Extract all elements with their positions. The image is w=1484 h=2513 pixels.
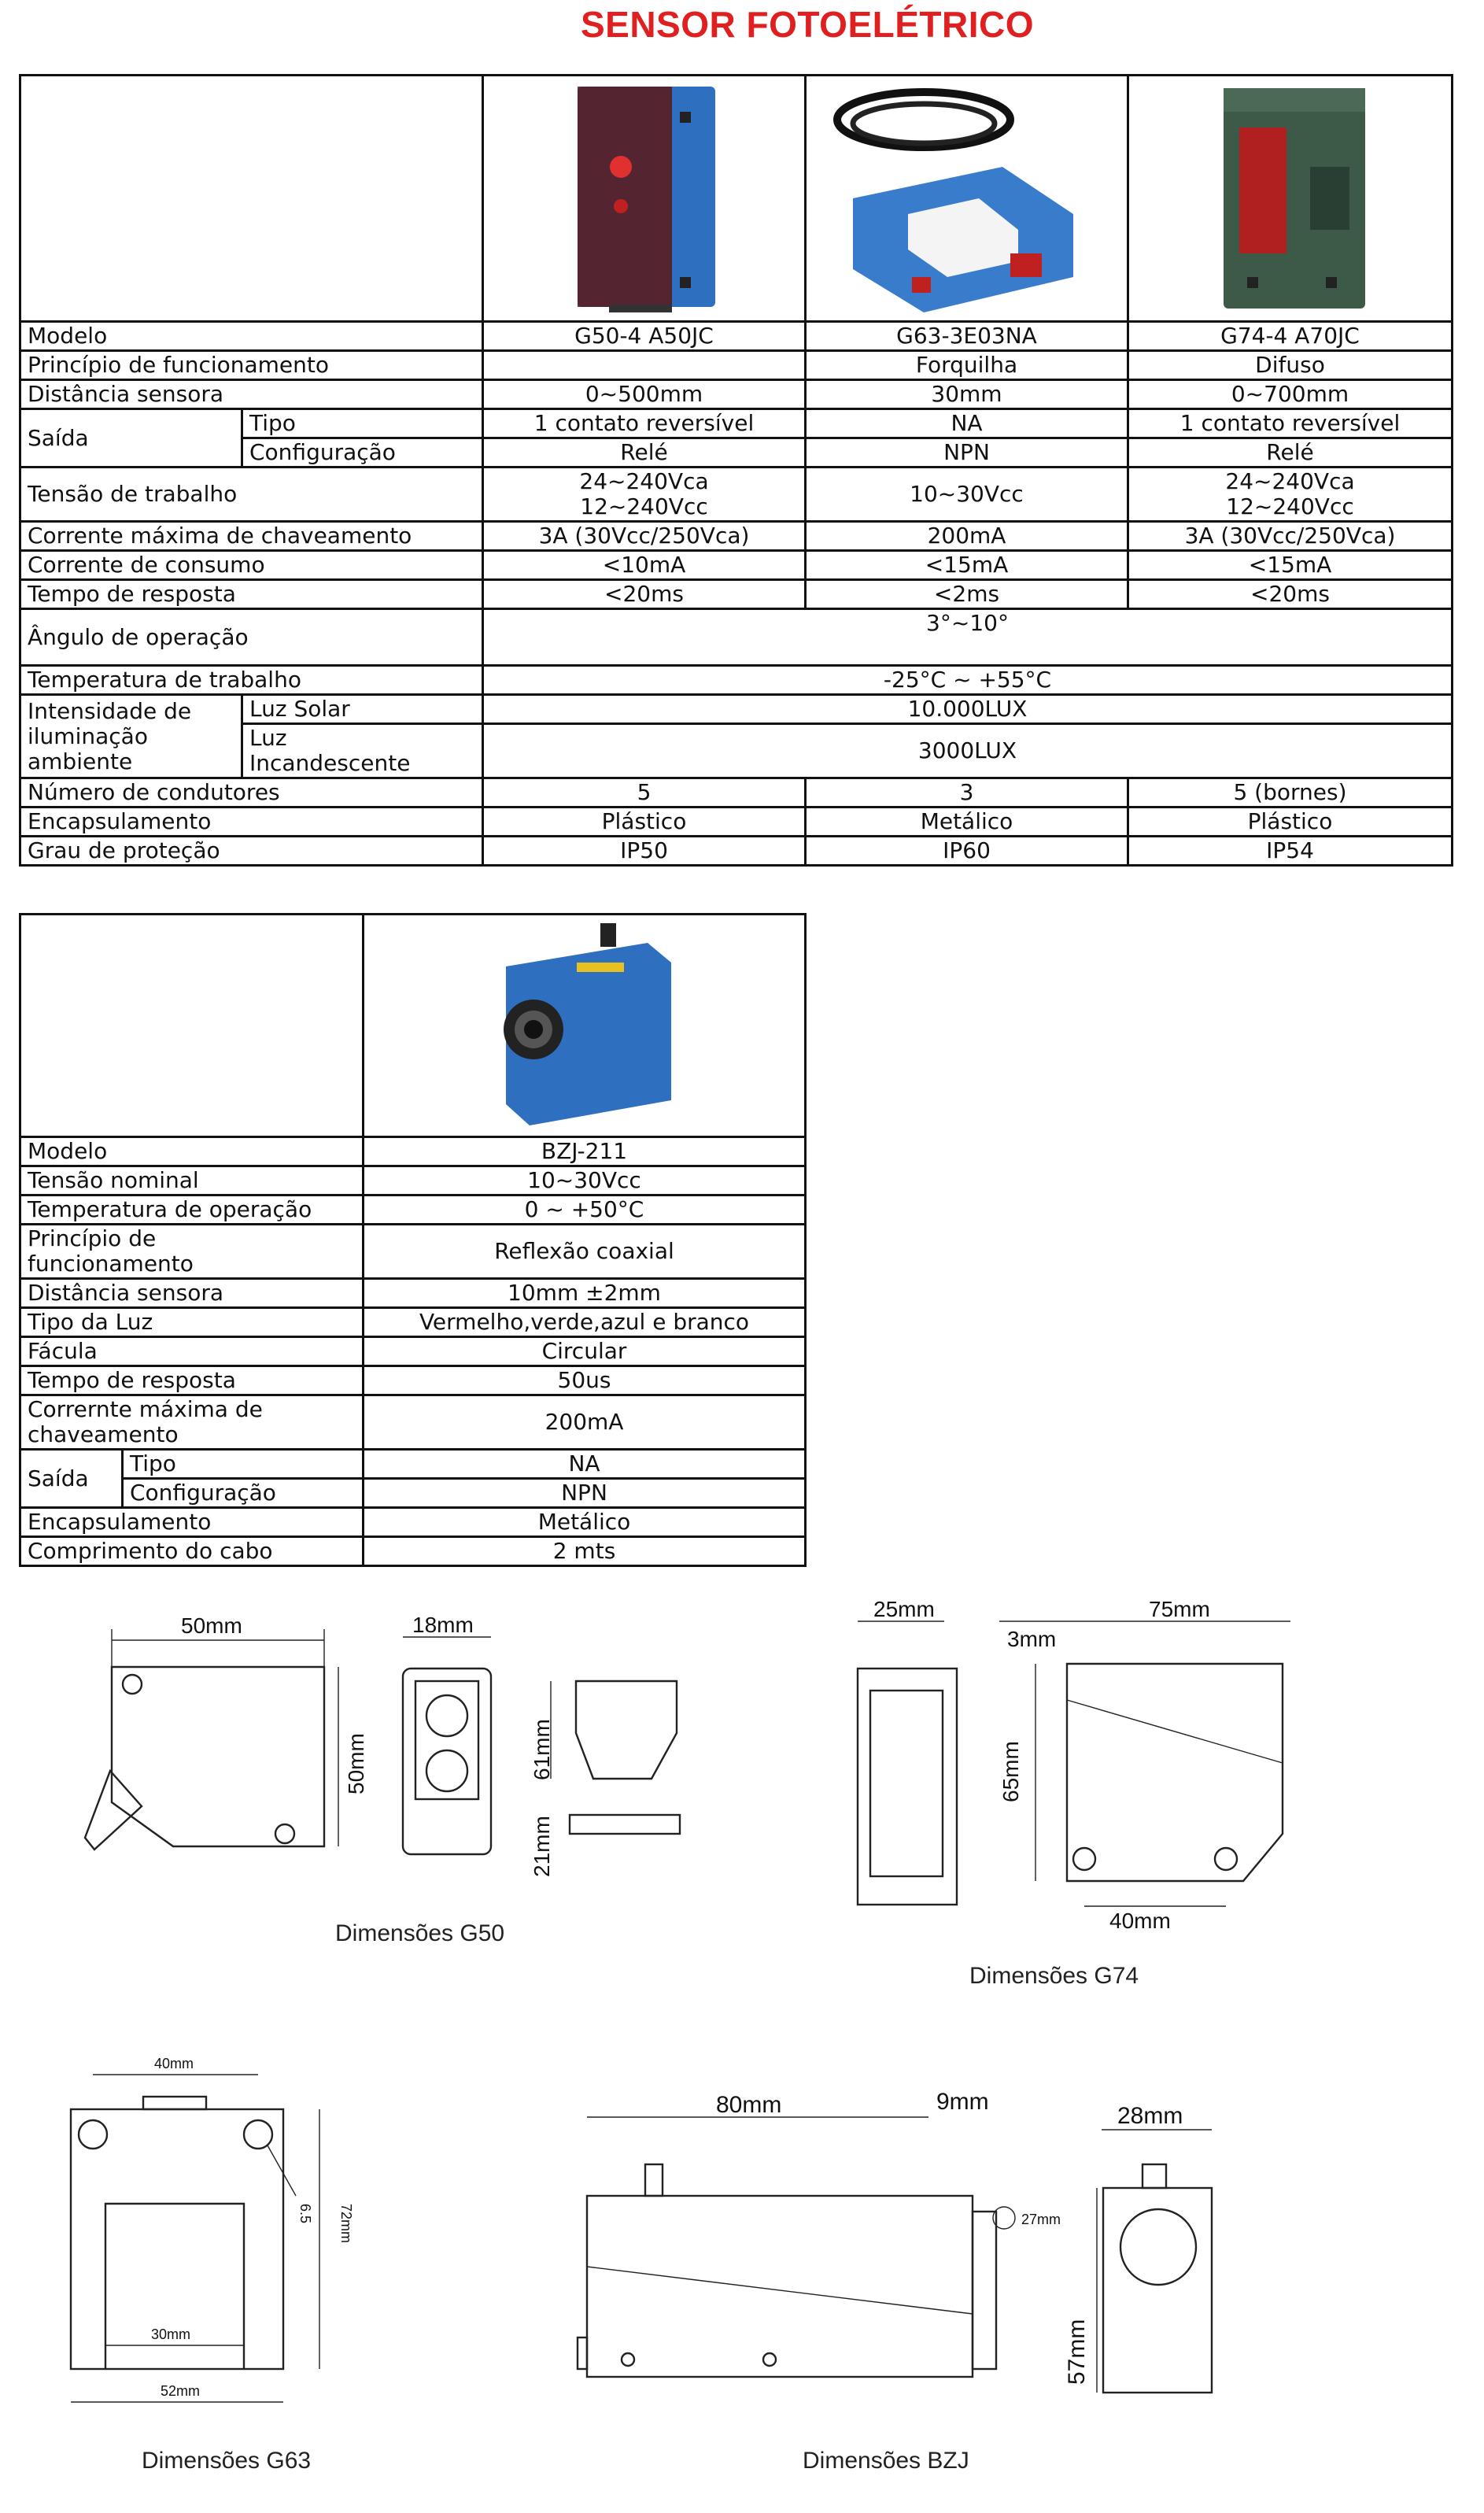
image-row [20,76,1453,322]
cell: 3000LUX [483,724,1453,778]
row-saida-config [20,1479,806,1508]
row-value: NA [364,1450,806,1479]
cell: <10mA [483,551,806,580]
row-label: Temperatura de operação [20,1196,364,1225]
bzj-side-width-label: 28mm [1117,2103,1183,2129]
g63-top-label: 40mm [154,2056,194,2071]
bzj-caption: Dimensões BZJ [803,2448,969,2474]
cell: IP50 [483,837,806,866]
label-temperatura: Temperatura de trabalho [20,666,483,695]
cell: 0~700mm [1128,380,1453,409]
row-value: Metálico [364,1508,806,1537]
row-value: Vermelho,verde,azul e branco [364,1308,806,1337]
label-luz-solar: Luz Solar [242,695,483,724]
cell: 3A (30Vcc/250Vca) [1128,522,1453,551]
row-tempo [20,580,1453,609]
row-label: Fácula [20,1337,364,1366]
row-angulo [20,609,1453,666]
g50-clip-height-label: 21mm [530,1816,554,1877]
cell: <20ms [1128,580,1453,609]
cell: 3 [806,778,1128,807]
cell: 10.000LUX [483,695,1453,724]
label-saida: Saída [20,409,242,467]
cell: NPN [806,438,1128,467]
row-value: Circular [364,1337,806,1366]
label-tipo: Tipo [242,409,483,438]
g63-dimension-drawing [55,2046,401,2416]
g50-side-width-label: 18mm [412,1613,474,1637]
cell: 24~240Vca 12~240Vcc [1128,467,1453,522]
cell: Relé [1128,438,1453,467]
cell: Difuso [1128,351,1453,380]
row-corrente-consumo [20,551,1453,580]
row-label: Encapsulamento [20,1508,364,1537]
bzj-height-label: 57mm [1064,2319,1090,2385]
empty-header-cell [20,915,364,1137]
row-tipo-luz [20,1308,806,1337]
row-label: Tipo da Luz [20,1308,364,1337]
g74-side-width-label: 25mm [873,1598,935,1621]
label-condutores: Número de condutores [20,778,483,807]
row-modelo [20,1137,806,1166]
cell: 5 [483,778,806,807]
row-saida-tipo [20,409,1453,438]
row-value: 10~30Vcc [364,1166,806,1196]
cell: IP60 [806,837,1128,866]
cell: 24~240Vca 12~240Vcc [483,467,806,522]
bzj-lens-label: 9mm [936,2089,989,2115]
g50-width-label: 50mm [181,1613,242,1638]
spec-table-1 [19,74,1453,867]
row-label: Modelo [20,1137,364,1166]
row-value: 0 ~ +50°C [364,1196,806,1225]
g50-model: G50-4 A50JC [483,322,806,351]
cell: 1 contato reversível [1128,409,1453,438]
row-tempo [20,1366,806,1395]
row-label: Distância sensora [20,1279,364,1308]
label-tensao: Tensão de trabalho [20,467,483,522]
g50-height-label: 50mm [344,1733,368,1794]
cell [483,351,806,380]
row-value: 50us [364,1366,806,1395]
row-luz-solar [20,695,1453,724]
row-encapsulamento [20,1508,806,1537]
cell: Plástico [483,807,806,837]
row-principio [20,351,1453,380]
cell: Forquilha [806,351,1128,380]
g50-dimension-drawing [79,1606,708,1920]
row-label: Corrernte máxima de chaveamento [20,1395,364,1450]
row-value: NPN [364,1479,806,1508]
cell: 30mm [806,380,1128,409]
row-value: Reflexão coaxial [364,1225,806,1279]
label-config: Configuração [242,438,483,467]
g74-width-label: 75mm [1149,1598,1210,1621]
g50-bracket-height-label: 61mm [530,1719,554,1780]
row-value: 2 mts [364,1537,806,1566]
cell: <2ms [806,580,1128,609]
g63-caption: Dimensões G63 [142,2448,312,2474]
spec-table-bzj [19,913,807,1567]
label-luz-incand: Luz Incandescente [242,724,483,778]
label-modelo: Modelo [20,322,483,351]
row-tensao [20,1166,806,1196]
cell: 3°~10° [483,609,1453,666]
bzj-photo [364,915,806,1137]
cell: Plástico [1128,807,1453,837]
label-grau: Grau de proteção [20,837,483,866]
label-saida: Saída [20,1450,123,1508]
image-row [20,915,806,1137]
row-corrente [20,1395,806,1450]
cell: Relé [483,438,806,467]
g63-hole-label: 6.5 [297,2204,313,2224]
cell: Metálico [806,807,1128,837]
label-corrente-max: Corrente máxima de chaveamento [20,522,483,551]
cell: 1 contato reversível [483,409,806,438]
row-saida-tipo [20,1450,806,1479]
g63-slot-label: 30mm [151,2326,191,2342]
g74-model: G74-4 A70JC [1128,322,1453,351]
row-distancia [20,1279,806,1308]
row-principio [20,1225,806,1279]
row-label: Tensão nominal [20,1166,364,1196]
g63-photo [806,76,1128,322]
g63-width-label: 52mm [161,2383,201,2399]
g74-top-label: 3mm [1007,1627,1057,1651]
label-angulo: Ângulo de operação [20,609,483,666]
row-cabo [20,1537,806,1566]
empty-header-cell [20,76,483,322]
cell: <20ms [483,580,806,609]
label-config: Configuração [123,1479,364,1508]
label-distancia: Distância sensora [20,380,483,409]
label-corrente-consumo: Corrente de consumo [20,551,483,580]
cell: 3A (30Vcc/250Vca) [483,522,806,551]
bzj-dia-label: 27mm [1021,2212,1061,2227]
cell: 10~30Vcc [806,467,1128,522]
row-condutores [20,778,1453,807]
page-title: SENSOR FOTOELÉTRICO [580,4,1035,45]
g63-height-label: 72mm [338,2204,354,2244]
label-tempo: Tempo de resposta [20,580,483,609]
cell: -25°C ~ +55°C [483,666,1453,695]
g74-height-label: 65mm [999,1741,1023,1802]
cell: 5 (bornes) [1128,778,1453,807]
row-corrente-max [20,522,1453,551]
g74-bottom-label: 40mm [1109,1909,1171,1933]
g63-model: G63-3E03NA [806,322,1128,351]
g50-photo [483,76,806,322]
g74-dimension-drawing [842,1598,1393,1936]
g74-caption: Dimensões G74 [969,1963,1139,1989]
row-temperatura [20,1196,806,1225]
cell: NA [806,409,1128,438]
bzj-dimension-drawing [574,2086,1361,2424]
cell: 0~500mm [483,380,806,409]
row-facula [20,1337,806,1366]
row-temperatura [20,666,1453,695]
row-label: Princípio de funcionamento [20,1225,364,1279]
row-distancia [20,380,1453,409]
row-value: BZJ-211 [364,1137,806,1166]
row-modelo [20,322,1453,351]
label-principio: Princípio de funcionamento [20,351,483,380]
cell: IP54 [1128,837,1453,866]
row-grau [20,837,1453,866]
bzj-width-label: 80mm [716,2092,782,2118]
row-label: Comprimento do cabo [20,1537,364,1566]
g74-photo [1128,76,1453,322]
row-label: Tempo de resposta [20,1366,364,1395]
row-encapsulamento [20,807,1453,837]
label-intensidade: Intensidade de iluminação ambiente [20,695,242,778]
row-value: 200mA [364,1395,806,1450]
row-tensao [20,467,1453,522]
cell: <15mA [806,551,1128,580]
row-value: 10mm ±2mm [364,1279,806,1308]
cell: 200mA [806,522,1128,551]
label-encapsulamento: Encapsulamento [20,807,483,837]
cell: <15mA [1128,551,1453,580]
label-tipo: Tipo [123,1450,364,1479]
g50-caption: Dimensões G50 [335,1920,505,1946]
